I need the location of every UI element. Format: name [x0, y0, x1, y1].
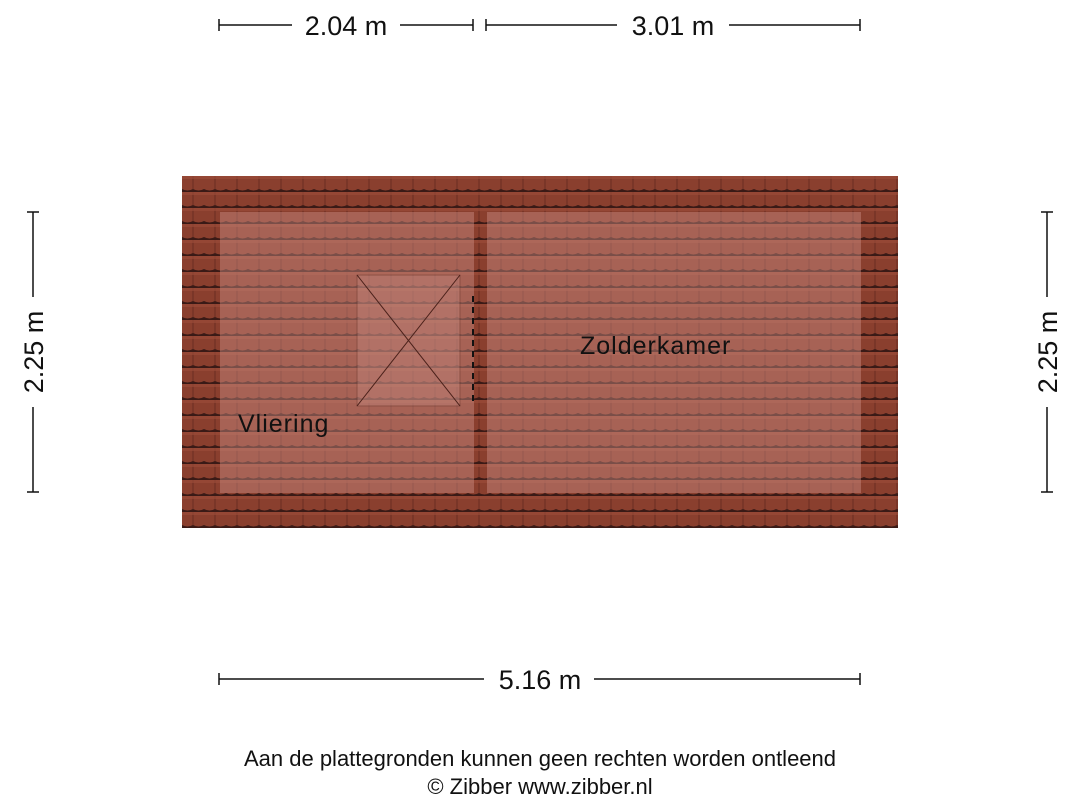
room-label-zolderkamer: Zolderkamer [580, 332, 732, 360]
dimension-label-bottom: 5.16 m [498, 665, 582, 695]
dimension-label-top-right: 3.01 m [631, 11, 715, 41]
dimension-label-right: 2.25 m [1033, 310, 1063, 394]
hatch-opening [357, 275, 460, 406]
footer-disclaimer: Aan de plattegronden kunnen geen rechten worden ontleend [243, 746, 837, 771]
dimension-label-top-left: 2.04 m [304, 11, 388, 41]
footer-credit: © Zibber www.zibber.nl [427, 774, 653, 799]
room-label-vliering: Vliering [238, 410, 330, 438]
dimension-label-left: 2.25 m [19, 310, 49, 394]
